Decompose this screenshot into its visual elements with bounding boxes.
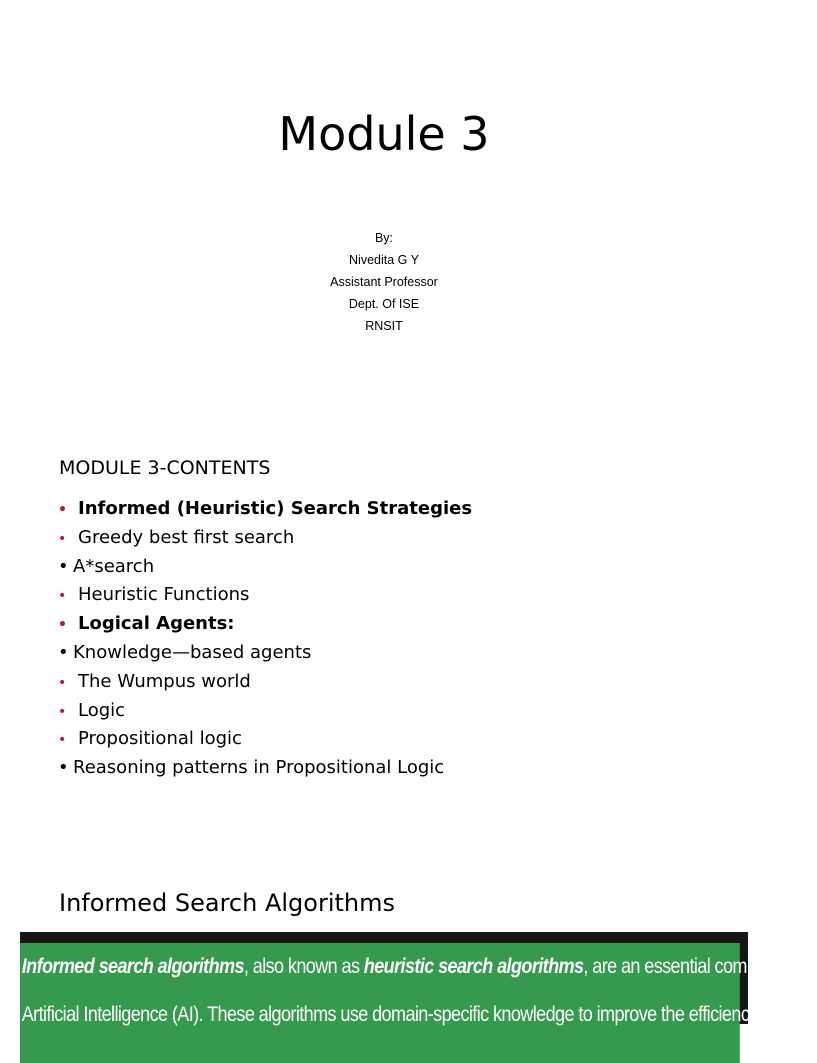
- list-item-text: Logical Agents:: [78, 613, 235, 635]
- definition-banner: [20, 932, 817, 1026]
- contents-slide: [0, 425, 768, 845]
- banner-text-segment: , also known as: [243, 955, 364, 978]
- byline-institution: RNSIT: [365, 319, 403, 333]
- author-byline: [0, 227, 768, 337]
- list-item: [58, 524, 472, 553]
- title-slide: [0, 0, 768, 425]
- definition-line-1: [21, 943, 817, 991]
- bullet-icon: •: [58, 732, 67, 749]
- informed-search-title: Informed Search Algorithms: [59, 889, 395, 917]
- list-item-text: The Wumpus world: [78, 670, 251, 692]
- list-item-text: Informed (Heuristic) Search Strategies: [78, 498, 473, 519]
- list-item: [58, 725, 472, 754]
- bullet-icon: •: [58, 641, 69, 663]
- bullet-icon: •: [58, 502, 67, 518]
- bullet-icon: •: [58, 617, 67, 634]
- emphasis-term: Informed search algorithms: [21, 955, 244, 978]
- informed-search-slide: [0, 845, 817, 1026]
- bullet-icon: •: [58, 530, 67, 547]
- list-item-text: Logic: [78, 699, 126, 721]
- contents-title: MODULE 3-CONTENTS: [59, 457, 271, 479]
- list-item-text: A*search: [73, 555, 155, 577]
- contents-list: [58, 495, 472, 783]
- list-item: [58, 610, 472, 639]
- byline-author-name: Nivedita G Y: [349, 253, 419, 267]
- byline-by: By:: [374, 231, 394, 245]
- emphasis-term: heuristic search algorithms: [363, 955, 584, 978]
- list-item: [58, 639, 472, 668]
- list-item-text: Reasoning patterns in Propositional Logic: [73, 757, 445, 779]
- bullet-icon: •: [58, 555, 69, 577]
- list-item-text: Heuristic Functions: [78, 584, 250, 606]
- list-item: [58, 754, 472, 783]
- banner-text-segment: , are an essential component of: [583, 955, 817, 978]
- list-item-text: Propositional logic: [78, 728, 242, 750]
- list-item: [58, 668, 472, 697]
- list-item-text: Greedy best first search: [78, 526, 295, 548]
- bullet-icon: •: [58, 703, 67, 720]
- byline-department: Dept. Of ISE: [348, 297, 420, 311]
- slide-title: Module 3: [278, 107, 490, 161]
- list-item: [58, 697, 472, 726]
- list-item: [58, 495, 472, 524]
- definition-line-2: Artificial Intelligence (AI). These algorithms use domain-specific knowledge to improve the efficiency of: [21, 1003, 776, 1026]
- byline-designation: Assistant Professor: [330, 275, 438, 289]
- list-item: [58, 581, 472, 610]
- list-item-text: Knowledge—based agents: [73, 641, 312, 663]
- bullet-icon: •: [58, 674, 67, 691]
- list-item: [58, 553, 472, 582]
- bullet-icon: •: [58, 588, 67, 605]
- definition-text: [20, 943, 817, 1063]
- bullet-icon: •: [58, 757, 69, 779]
